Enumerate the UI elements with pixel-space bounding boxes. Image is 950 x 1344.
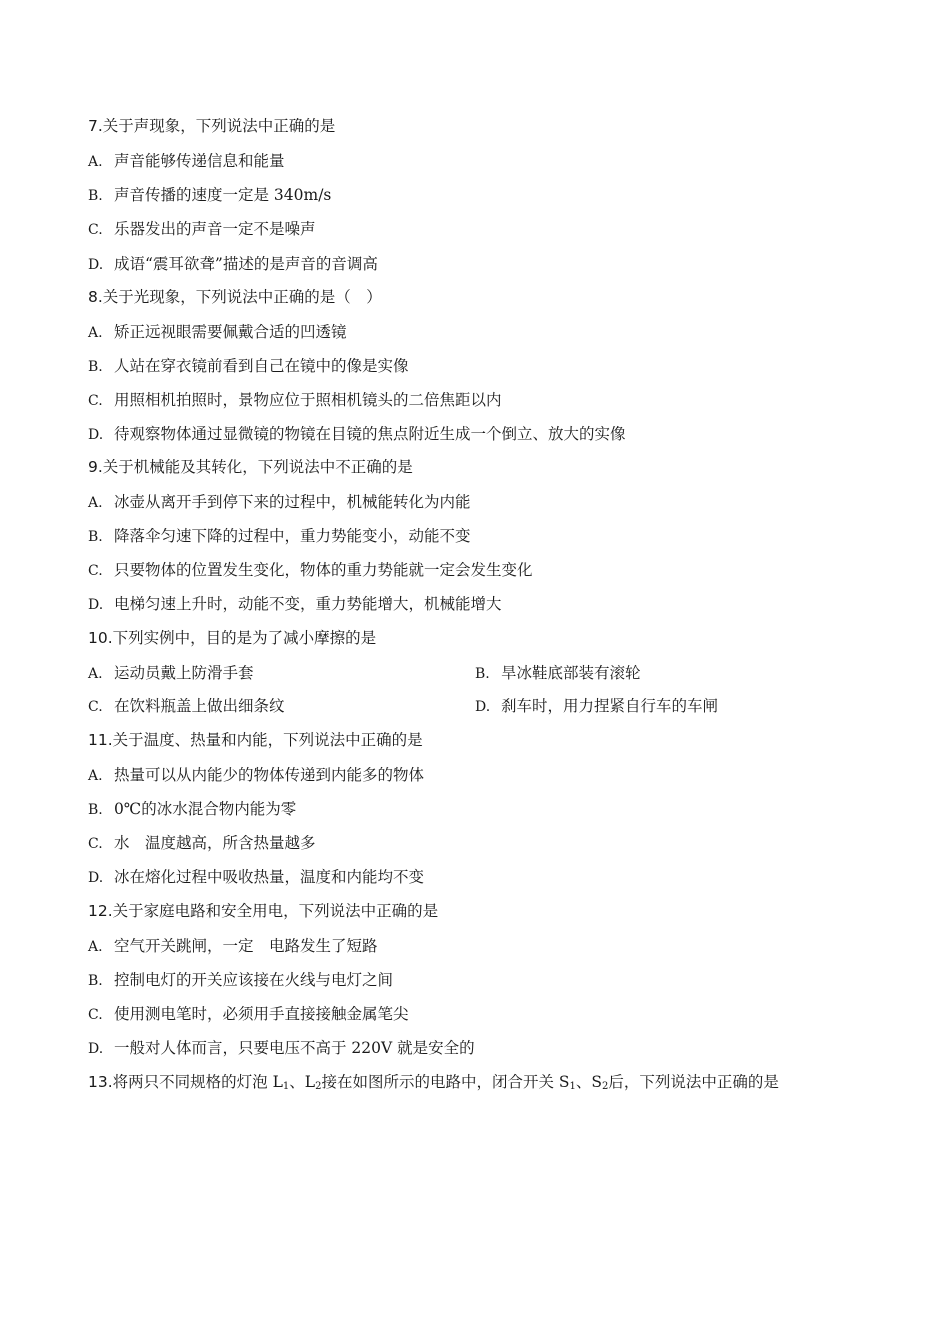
question-stem: 关于温度、热量和内能，下列说法中正确的是 (112, 731, 423, 749)
option-10c (88, 696, 285, 717)
option-text: 旱冰鞋底部装有滚轮 (501, 664, 641, 682)
option-letter: B. (88, 359, 103, 375)
option-text: 乐器发出的声音一定不是噪声 (114, 220, 316, 238)
question-number: 9. (88, 458, 103, 476)
question-stem: 关于声现象，下列说法中正确的是 (102, 117, 336, 135)
option-9b (88, 526, 471, 547)
question-stem: 下列实例中，目的是为了减小摩擦的是 (112, 629, 377, 647)
option-7d (88, 254, 378, 275)
question-stem-part: 接在如图所示的电路中，闭合开关 S (321, 1073, 570, 1091)
option-text: 热量可以从内能少的物体传递到内能多的物体 (114, 766, 425, 784)
option-8a (88, 322, 347, 343)
option-letter: A. (88, 666, 103, 682)
option-letter: B. (88, 802, 103, 818)
option-letter: A. (88, 154, 103, 170)
option-text: 降落伞匀速下降的过程中，重力势能变小，动能不变 (114, 527, 471, 545)
option-letter: C. (88, 393, 103, 409)
option-letter: A. (88, 939, 103, 955)
option-letter: D. (88, 1041, 104, 1057)
option-text: 成语“震耳欲聋”描述的是声音的音调高 (114, 255, 378, 273)
option-letter: C. (88, 222, 103, 238)
option-text: 一般对人体而言，只要电压不高于 220V 就是安全的 (114, 1039, 475, 1057)
question-13 (88, 1072, 779, 1092)
option-8d (88, 424, 626, 445)
option-letter: C. (88, 563, 103, 579)
option-9d (88, 594, 502, 615)
option-letter: A. (88, 325, 103, 341)
option-10a (88, 663, 254, 684)
question-stem: 关于机械能及其转化，下列说法中不正确的是 (102, 458, 413, 476)
option-letter: B. (88, 529, 103, 545)
question-10 (88, 628, 376, 648)
option-11d (88, 867, 424, 888)
question-stem: 关于光现象，下列说法中正确的是（ ） (102, 288, 382, 306)
question-11 (88, 730, 423, 750)
option-text: 在饮料瓶盖上做出细条纹 (114, 697, 285, 715)
option-letter: A. (88, 495, 103, 511)
option-letter: D. (88, 870, 104, 886)
option-9c (88, 560, 533, 581)
subscript: 1 (282, 1081, 290, 1092)
option-letter: D. (88, 597, 104, 613)
question-stem-part: 将两只不同规格的灯泡 L (112, 1073, 283, 1091)
option-letter: D. (475, 699, 491, 715)
subscript: 2 (315, 1081, 322, 1092)
option-text: 只要物体的位置发生变化，物体的重力势能就一定会发生变化 (114, 561, 533, 579)
question-number: 12. (88, 902, 113, 920)
question-number: 10. (88, 629, 113, 647)
option-7c (88, 219, 316, 240)
question-number: 7. (88, 117, 103, 135)
question-7 (88, 116, 335, 136)
option-letter: D. (88, 427, 104, 443)
option-letter: C. (88, 699, 103, 715)
option-letter: B. (88, 188, 103, 204)
question-8 (88, 287, 382, 307)
option-11c (88, 833, 316, 854)
question-number: 13. (88, 1073, 113, 1091)
option-text: 待观察物体通过显微镜的物镜在目镜的焦点附近生成一个倒立、放大的实像 (114, 425, 626, 443)
option-text: 电梯匀速上升时，动能不变，重力势能增大，机械能增大 (114, 595, 502, 613)
question-stem-part: 后，下列说法中正确的是 (608, 1073, 779, 1091)
option-text: 使用测电笔时，必须用手直接接触金属笔尖 (114, 1005, 409, 1023)
question-number: 11. (88, 731, 113, 749)
question-stem-part: 、S (575, 1073, 602, 1091)
option-text: 矫正远视眼需要佩戴合适的凹透镜 (114, 323, 347, 341)
option-7a (88, 151, 285, 172)
option-9a (88, 492, 471, 513)
option-10d (475, 696, 718, 717)
option-7b (88, 185, 331, 206)
option-text: 声音传播的速度一定是 340m/s (114, 186, 332, 204)
option-letter: C. (88, 1007, 103, 1023)
question-stem: 关于家庭电路和安全用电，下列说法中正确的是 (112, 902, 439, 920)
question-9 (88, 457, 413, 477)
option-text: 冰壶从离开手到停下来的过程中，机械能转化为内能 (114, 493, 471, 511)
option-12c (88, 1004, 409, 1025)
option-12d (88, 1038, 475, 1059)
option-text: 声音能够传递信息和能量 (114, 152, 285, 170)
option-text: 0℃的冰水混合物内能为零 (114, 800, 297, 818)
question-number: 8. (88, 288, 103, 306)
subscript: 1 (569, 1081, 576, 1092)
option-text: 水 温度越高，所含热量越多 (114, 834, 316, 852)
option-letter: B. (88, 973, 103, 989)
option-12b (88, 970, 393, 991)
option-letter: D. (88, 257, 104, 273)
option-letter: C. (88, 836, 103, 852)
option-text: 人站在穿衣镜前看到自己在镜中的像是实像 (114, 357, 409, 375)
option-11b (88, 799, 296, 820)
subscript: 2 (601, 1081, 609, 1092)
option-text: 冰在熔化过程中吸收热量，温度和内能均不变 (114, 868, 425, 886)
question-12 (88, 901, 438, 921)
option-10b (475, 663, 641, 684)
option-11a (88, 765, 424, 786)
option-8b (88, 356, 409, 377)
option-text: 用照相机拍照时，景物应位于照相机镜头的二倍焦距以内 (114, 391, 502, 409)
option-12a (88, 936, 378, 957)
option-8c (88, 390, 502, 411)
question-stem-part: 、L (289, 1073, 316, 1091)
option-text: 刹车时，用力捏紧自行车的车闸 (501, 697, 719, 715)
option-text: 运动员戴上防滑手套 (114, 664, 254, 682)
option-text: 控制电灯的开关应该接在火线与电灯之间 (114, 971, 394, 989)
option-letter: B. (475, 666, 490, 682)
option-text: 空气开关跳闸，一定 电路发生了短路 (114, 937, 378, 955)
option-letter: A. (88, 768, 103, 784)
